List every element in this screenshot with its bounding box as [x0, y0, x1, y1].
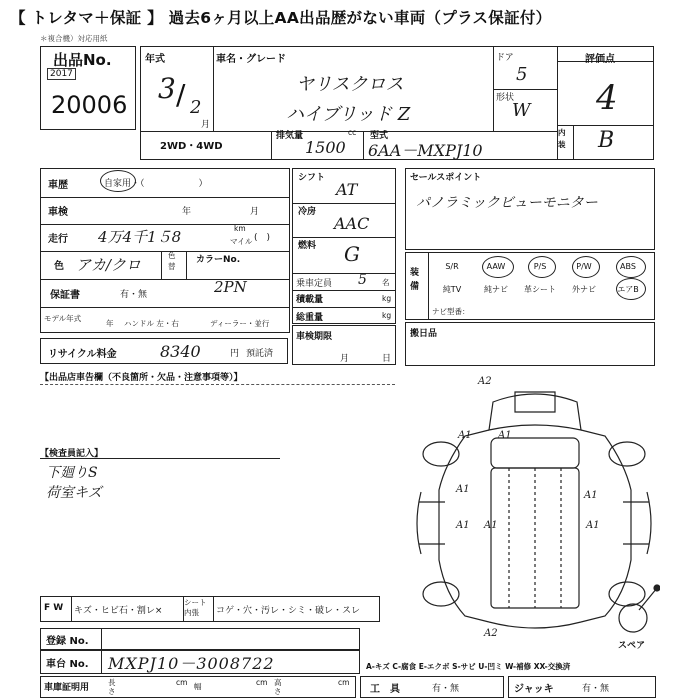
fw-sheet: シート 内張	[184, 598, 207, 617]
sales-point-value: パノラミックビューモニター	[416, 195, 598, 211]
equip-navi: 純ナビ	[484, 285, 508, 294]
color-no: 2PN	[214, 278, 247, 296]
license-length: 長さ	[108, 678, 116, 696]
color-repaint-label: 色替	[168, 251, 176, 271]
mileage-paren: ( )	[254, 233, 271, 243]
history-options: 自家用・（ ）	[104, 179, 208, 189]
banner-text: 【 トレタマ＋保証 】 過去6ヶ月以上AA出品歴がない車両（プラス保証付）	[10, 9, 552, 27]
license-cm-3: cm	[338, 678, 350, 687]
car-name: ヤリスクロス	[296, 74, 404, 95]
nenshiki-value-top: 3	[158, 72, 176, 105]
displacement-label: 排気量	[276, 131, 304, 141]
spec-block	[40, 168, 290, 333]
arrival-box	[405, 322, 655, 366]
model-label: 型式	[370, 131, 389, 141]
equip-leather: 革シート	[524, 285, 556, 294]
fuel-label: 燃料	[298, 241, 317, 251]
warranty-label: 保証書	[50, 290, 80, 301]
aircon-label: 冷房	[298, 207, 317, 217]
equip-circle-pw	[572, 256, 600, 278]
color-no-label: カラーNo.	[196, 255, 241, 265]
mark-left-1: A1	[458, 430, 472, 441]
spare-label: スペア	[618, 641, 646, 651]
shift-label: シフト	[298, 173, 326, 183]
weight-unit: kg	[382, 311, 392, 320]
equip-circle-abs	[616, 256, 646, 278]
recycle-label: リサイクル料金	[48, 349, 117, 360]
door-label: ドア	[496, 53, 514, 63]
interior-label: 内装	[558, 128, 566, 149]
load-label: 積載量	[296, 295, 324, 305]
mark-right-3: A1	[586, 520, 600, 531]
model-year-year: 年	[106, 319, 114, 328]
mark-rear-top: A2	[478, 376, 492, 387]
car-damage-diagram	[405, 372, 660, 647]
mileage-label: 走行	[48, 234, 68, 245]
equip-abs: ABS	[620, 262, 636, 271]
inspection-year: 年	[182, 207, 192, 217]
equip-circle-aaw	[482, 256, 514, 278]
equip-ext-navi: 外ナビ	[572, 285, 596, 294]
mileage-value: 4万4千1５8	[98, 228, 182, 246]
arrival-label: 搬日品	[410, 329, 438, 339]
jack-label: ジャッキ	[514, 684, 554, 695]
license-height: 高さ	[274, 678, 282, 696]
car-grade: ハイブリッド Z	[286, 104, 411, 125]
mark-center: A1	[484, 520, 498, 531]
nenshiki-slash: /	[176, 78, 186, 111]
lot-box	[40, 46, 136, 130]
equip-sr: S/R	[445, 262, 459, 271]
shape-label: 形状	[496, 93, 515, 103]
recycle-note: 預託済	[246, 349, 274, 359]
license-cm-2: cm	[256, 678, 268, 687]
mark-left-2: A1	[456, 484, 470, 495]
warranty-options: 有・無	[120, 290, 148, 300]
tools-label: 工 具	[370, 684, 400, 695]
damage-legend: A-キズ C-腐食 E-エクボ S-サビ U-凹ミ W-補修 XX-交換済	[366, 662, 571, 671]
registration-day: 日	[382, 354, 392, 364]
chassis-label: 車台 No.	[46, 659, 89, 670]
equip-circle-ps	[528, 256, 556, 278]
nenshiki-value-bottom: 2	[190, 97, 202, 118]
license-width: 幅	[194, 682, 202, 691]
capacity-unit: 名	[382, 278, 390, 287]
registration-no-label: 登録 No.	[46, 636, 89, 647]
navi-model-label: ナビ型番：	[432, 307, 470, 316]
chassis-value: MXPJ10－3008722	[108, 654, 275, 673]
fw-items2: コゲ・穴・汚レ・シミ・破レ・スレ	[216, 606, 361, 616]
spare-tire-icon	[619, 585, 660, 632]
door-value: 5	[516, 64, 528, 85]
equipment-label: 装備	[410, 268, 420, 292]
jack-options: 有・無	[582, 684, 610, 694]
capacity-label: 乗車定員	[296, 279, 333, 289]
fw-label: F W	[44, 603, 64, 613]
mark-left-3: A1	[456, 520, 470, 531]
lot-year-tag: 2017	[47, 68, 76, 80]
car-label: 車名・グレード	[216, 54, 286, 65]
model-value: 6AA－MXPJ10	[368, 141, 483, 160]
color-value: アカ/クロ	[76, 256, 141, 274]
equip-aaw: AAW	[486, 262, 506, 271]
equip-pw: P/W	[576, 262, 592, 271]
score-value: 4	[596, 78, 618, 118]
license-cm-1: cm	[176, 678, 188, 687]
inspector-note-1: 下廻りS	[46, 465, 98, 481]
fw-items1: キズ・ヒビ石・割レ×	[74, 606, 163, 616]
shape-value: W	[512, 100, 531, 121]
lot-number: 20006	[51, 91, 128, 119]
mileage-km: km	[234, 224, 246, 233]
mark-right-1: A1	[498, 430, 512, 441]
recycle-unit: 円	[230, 349, 240, 359]
mark-front: A2	[484, 628, 498, 639]
weight-label: 総重量	[296, 313, 324, 323]
load-unit: kg	[382, 294, 392, 303]
defects-title: 【出品店車告欄（不良箇所・欠品・注意事項等）】	[40, 373, 243, 383]
history-circle	[100, 170, 136, 192]
equip-circle-airbag	[616, 278, 646, 300]
license-label: 車庫証明用	[44, 683, 90, 693]
nenshiki-unit: 月	[201, 120, 211, 130]
lot-label: 出品No.	[53, 51, 112, 69]
color-label: 色	[54, 261, 64, 272]
mark-right-2: A1	[584, 490, 598, 501]
displacement-value: 1500	[305, 138, 346, 157]
fuel-value: G	[344, 242, 360, 266]
equip-airbag: エアB	[617, 285, 639, 294]
nenshiki-label: 年式	[145, 54, 165, 65]
mileage-mile: マイル	[230, 237, 253, 246]
shift-value: AT	[336, 180, 358, 199]
inspector-title: 【検査員記入】	[40, 449, 104, 459]
displacement-unit: cc	[348, 128, 357, 137]
inspection-month: 月	[250, 207, 260, 217]
model-year-label: モデル年式	[44, 314, 82, 323]
recycle-value: 8340	[160, 342, 201, 361]
capacity-value: 5	[358, 272, 367, 288]
header-note: ＊複合機）対応用紙	[40, 34, 108, 43]
registration-month: 月	[340, 354, 350, 364]
interior-value: B	[598, 128, 615, 153]
aircon-value: AAC	[334, 214, 370, 233]
score-label: 評価点	[585, 54, 615, 65]
tools-options: 有・無	[432, 684, 460, 694]
top-banner	[0, 0, 700, 34]
inspector-note-2: 荷室キズ	[46, 485, 102, 501]
sales-point-label: セールスポイント	[410, 173, 482, 183]
equip-ps: P/S	[533, 262, 547, 271]
inspection-label: 車検	[48, 207, 68, 218]
equip-tv: 純TV	[442, 285, 462, 294]
model-year-handle: ハンドル 左・右	[124, 319, 179, 328]
registration-label: 車検期限	[296, 332, 333, 342]
history-label: 車歴	[48, 180, 68, 191]
model-year-dealer: ディーラー・並行	[210, 319, 270, 328]
drive-text: 2WD・4WD	[160, 141, 223, 152]
